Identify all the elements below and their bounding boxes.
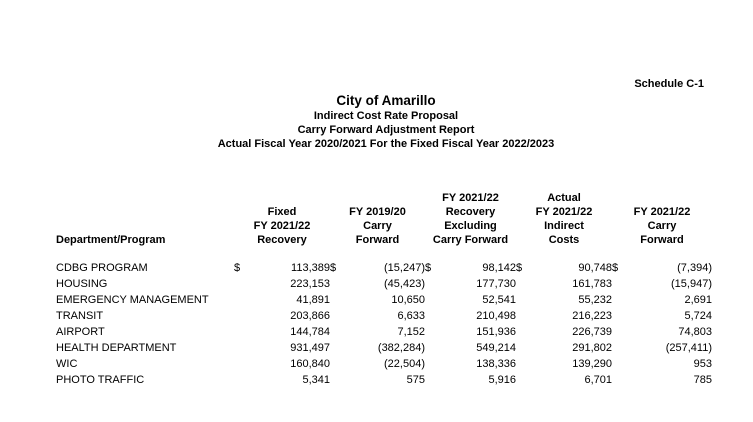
table-header-row bbox=[56, 191, 712, 260]
currency-symbol bbox=[425, 324, 437, 340]
currency-symbol bbox=[330, 340, 342, 356]
value-carry-2021: (15,947) bbox=[671, 278, 712, 290]
currency-symbol bbox=[516, 324, 528, 340]
header-actual-indirect-costs: Actual FY 2021/22 Indirect Costs bbox=[535, 192, 593, 246]
currency-symbol bbox=[516, 308, 528, 324]
currency-symbol bbox=[330, 324, 342, 340]
currency-symbol bbox=[425, 356, 437, 372]
table-row bbox=[56, 260, 712, 276]
value-carry-2021: 74,803 bbox=[678, 326, 712, 338]
table-row bbox=[56, 372, 712, 388]
currency-symbol bbox=[425, 308, 437, 324]
currency-symbol: $ bbox=[425, 262, 432, 274]
value-recovery-excl: 210,498 bbox=[476, 310, 516, 322]
currency-symbol bbox=[516, 356, 528, 372]
value-fixed: 5,341 bbox=[302, 374, 330, 386]
value-carry-2019: 7,152 bbox=[397, 326, 425, 338]
department-name: PHOTO TRAFFIC bbox=[56, 374, 145, 386]
value-carry-2019: (45,423) bbox=[384, 278, 425, 290]
currency-symbol: $ bbox=[612, 262, 619, 274]
department-name: EMERGENCY MANAGEMENT bbox=[56, 294, 209, 306]
value-carry-2019: (22,504) bbox=[384, 358, 425, 370]
value-fixed: 931,497 bbox=[290, 342, 330, 354]
department-name: TRANSIT bbox=[56, 310, 104, 322]
value-fixed: 113,389 bbox=[291, 262, 330, 274]
currency-symbol bbox=[425, 340, 437, 356]
currency-symbol bbox=[516, 372, 528, 388]
currency-symbol bbox=[330, 276, 342, 292]
value-carry-2019: (382,284) bbox=[377, 342, 425, 354]
value-actual-indirect: 161,783 bbox=[572, 278, 612, 290]
currency-symbol bbox=[234, 276, 246, 292]
currency-symbol bbox=[425, 292, 437, 308]
value-fixed: 144,784 bbox=[290, 326, 330, 338]
title-line-3: Actual Fiscal Year 2020/2021 For the Fixed Fiscal Year 2022/2023 bbox=[217, 138, 555, 150]
currency-symbol bbox=[612, 372, 624, 388]
currency-symbol bbox=[425, 276, 437, 292]
header-department: Department/Program bbox=[56, 234, 166, 246]
city-title: City of Amarillo bbox=[336, 93, 436, 108]
department-name: AIRPORT bbox=[56, 326, 105, 338]
department-name: CDBG PROGRAM bbox=[56, 262, 148, 274]
currency-symbol bbox=[516, 292, 528, 308]
header-carry-forward-2021: FY 2021/22 Carry Forward bbox=[633, 206, 691, 246]
value-recovery-excl: 549,214 bbox=[476, 342, 516, 354]
value-carry-2021: 953 bbox=[693, 358, 712, 370]
value-fixed: 203,866 bbox=[290, 310, 330, 322]
department-name: WIC bbox=[56, 358, 78, 370]
currency-symbol bbox=[234, 292, 246, 308]
currency-symbol bbox=[425, 372, 437, 388]
schedule-label: Schedule C-1 bbox=[634, 78, 704, 90]
currency-symbol bbox=[234, 372, 246, 388]
value-actual-indirect: 139,290 bbox=[572, 358, 612, 370]
value-actual-indirect: 90,748 bbox=[578, 262, 612, 274]
currency-symbol bbox=[234, 308, 246, 324]
value-carry-2019: 575 bbox=[406, 374, 425, 386]
value-carry-2021: 785 bbox=[693, 374, 712, 386]
table-row bbox=[56, 340, 712, 356]
currency-symbol: $ bbox=[234, 262, 241, 274]
value-actual-indirect: 291,802 bbox=[572, 342, 612, 354]
table-row bbox=[56, 292, 712, 308]
value-carry-2021: (257,411) bbox=[665, 342, 712, 354]
currency-symbol bbox=[234, 340, 246, 356]
value-actual-indirect: 55,232 bbox=[578, 294, 612, 306]
currency-symbol bbox=[612, 356, 624, 372]
currency-symbol: $ bbox=[330, 262, 337, 274]
table-row bbox=[56, 356, 712, 372]
value-carry-2019: 10,650 bbox=[391, 294, 425, 306]
table-row bbox=[56, 324, 712, 340]
title-line-2: Carry Forward Adjustment Report bbox=[297, 124, 475, 136]
value-actual-indirect: 226,739 bbox=[572, 326, 612, 338]
report-title-block bbox=[0, 93, 753, 151]
value-carry-2019: 6,633 bbox=[397, 310, 425, 322]
value-recovery-excl: 151,936 bbox=[476, 326, 516, 338]
value-fixed: 160,840 bbox=[290, 358, 330, 370]
table-row bbox=[56, 308, 712, 324]
value-fixed: 41,891 bbox=[296, 294, 330, 306]
value-carry-2021: (7,394) bbox=[677, 262, 712, 274]
currency-symbol bbox=[330, 308, 342, 324]
currency-symbol bbox=[612, 292, 624, 308]
title-line-1: Indirect Cost Rate Proposal bbox=[313, 110, 459, 122]
currency-symbol bbox=[612, 276, 624, 292]
currency-symbol bbox=[612, 324, 624, 340]
header-carry-forward-2019: FY 2019/20 Carry Forward bbox=[349, 206, 406, 246]
header-recovery-excluding: FY 2021/22 Recovery Excluding Carry Forward bbox=[432, 192, 509, 246]
currency-symbol bbox=[330, 372, 342, 388]
value-recovery-excl: 5,916 bbox=[488, 374, 516, 386]
value-fixed: 223,153 bbox=[290, 278, 330, 290]
value-carry-2019: (15,247) bbox=[384, 262, 425, 274]
header-fixed-recovery: Fixed FY 2021/22 Recovery bbox=[253, 206, 311, 246]
currency-symbol bbox=[234, 356, 246, 372]
value-recovery-excl: 138,336 bbox=[476, 358, 516, 370]
carry-forward-table bbox=[56, 191, 712, 388]
department-name: HEALTH DEPARTMENT bbox=[56, 342, 177, 354]
currency-symbol bbox=[516, 276, 528, 292]
value-actual-indirect: 216,223 bbox=[572, 310, 612, 322]
currency-symbol bbox=[612, 308, 624, 324]
table-row bbox=[56, 276, 712, 292]
value-recovery-excl: 52,541 bbox=[482, 294, 516, 306]
department-name: HOUSING bbox=[56, 278, 108, 290]
table-body bbox=[56, 260, 712, 388]
value-actual-indirect: 6,701 bbox=[584, 374, 612, 386]
value-carry-2021: 2,691 bbox=[684, 294, 712, 306]
value-carry-2021: 5,724 bbox=[684, 310, 712, 322]
currency-symbol bbox=[330, 292, 342, 308]
currency-symbol bbox=[234, 324, 246, 340]
currency-symbol bbox=[330, 356, 342, 372]
currency-symbol bbox=[516, 340, 528, 356]
currency-symbol bbox=[612, 340, 624, 356]
value-recovery-excl: 98,142 bbox=[482, 262, 516, 274]
currency-symbol: $ bbox=[516, 262, 523, 274]
value-recovery-excl: 177,730 bbox=[476, 278, 516, 290]
